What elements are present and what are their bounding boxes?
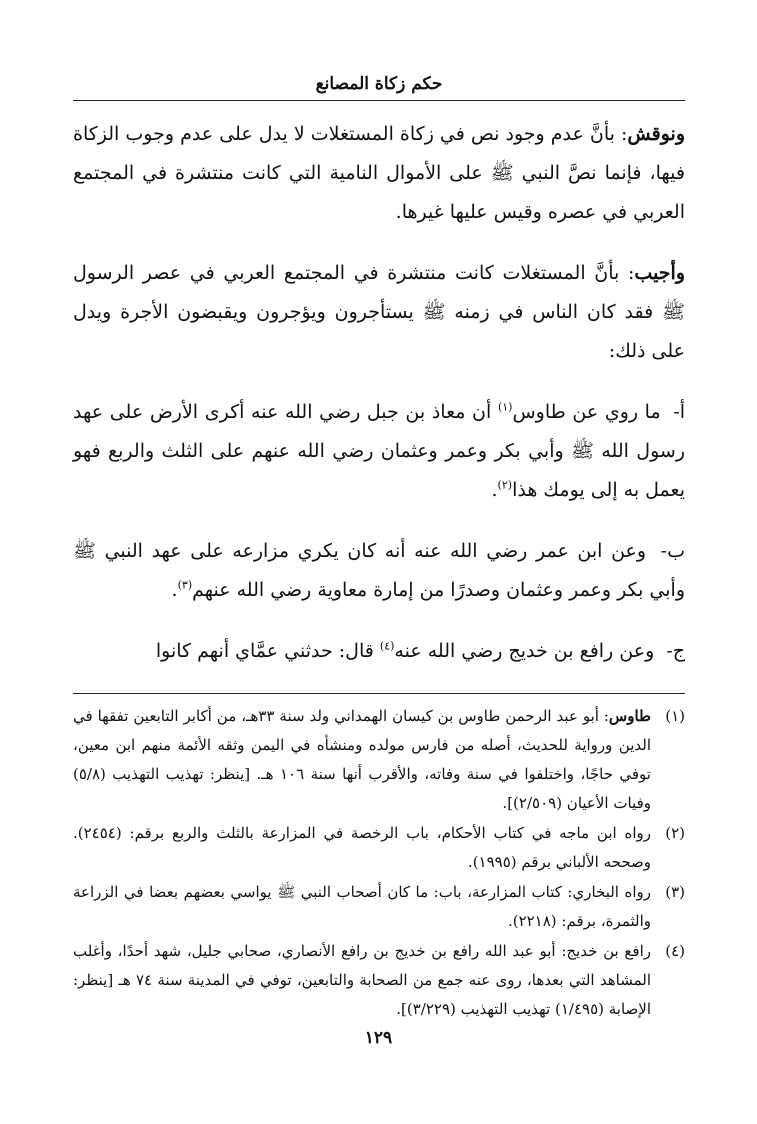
footnotes xyxy=(73,702,685,1024)
list-item-c-text2: قال: حدثني عمَّاي أنهم كانوا xyxy=(155,640,380,662)
list-item-a-text1: ما روي عن طاوس xyxy=(512,401,661,423)
footnote-label: طاوس xyxy=(608,707,651,725)
objection-label: ونوقش xyxy=(627,123,685,145)
list-marker-b: ب- xyxy=(660,540,685,562)
page-number: ١٢٩ xyxy=(364,1028,393,1048)
footnote-body: رواه البخاري: كتاب المزارعة، باب: ما كان أصحاب النبي ﷺ يواسي بعضهم بعضا في الزراعة والثمرة، برقم: (٢٢١٨). xyxy=(73,883,651,930)
list-marker-c: ج- xyxy=(666,640,685,662)
list-item-b xyxy=(73,532,685,610)
list-item-c-text1: وعن رافع بن خديج رضي الله عنه xyxy=(394,640,655,662)
footnote-body: : أبو عبد الرحمن طاوس بن كيسان الهمداني ولد سنة ٣٣هـ، من أكابر التابعين تفقها في الدين ورواية للحديث، أصله من فارس مولده ومنشأه في اليمن وثقه الأئمة منهم ابن معين، توفي حاجًا، واختلفوا في سنة وفاته، والأقرب أنها سنة ١٠٦ هـ. [ينظر: تهذيب التهذيب (٥/٨) وفيات الأعيان (٢/٥٠٩)]. xyxy=(73,707,651,812)
list-marker-a: أ- xyxy=(673,401,686,423)
objection-text: : بأنَّ عدم وجود نص في زكاة المستغلات لا يدل على عدم وجوب الزكاة فيها، فإنما نصَّ النبي ﷺ على الأموال النامية التي كانت منتشرة في المجتمع العربي في عصره وقيس عليها غيرها. xyxy=(73,123,685,223)
page-title: حكم زكاة المصانع xyxy=(315,74,443,94)
list-item-c xyxy=(73,632,685,671)
list-item-b-end: . xyxy=(171,579,178,601)
footnote-body: رافع بن خديج: أبو عبد الله رافع بن خديج بن رافع الأنصاري، صحابي جليل، شهد أحدًا، وأغلب المشاهد التي بعدها، روى عنه جمع من الصحابة والتابعين، توفي في المدينة سنة ٧٤ هـ [ينظر: الإصابة (١/٤٩٥) تهذيب التهذيب (٣/٢٢٩)]. xyxy=(73,942,651,1018)
list-item-a xyxy=(73,393,685,510)
footnote-number: (٤) xyxy=(665,942,685,960)
list-item-a-text2: أن معاذ بن جبل رضي الله عنه أكرى الأرض على عهد رسول الله ﷺ وأبي بكر وعمر وعثمان رضي الله عنهم على الثلث والربع فهو يعمل به إلى يومك هذا xyxy=(73,401,685,501)
running-header xyxy=(73,74,685,101)
footnote-number: (٣) xyxy=(665,883,685,901)
footnote-ref-1[interactable]: (١) xyxy=(497,400,513,414)
footnote-ref-3[interactable]: (٣) xyxy=(177,578,193,592)
list-item-a-end: . xyxy=(491,479,498,501)
footnote-ref-4[interactable]: (٤) xyxy=(379,639,395,653)
page-body xyxy=(73,74,685,1025)
reply-text: : بأنَّ المستغلات كانت منتشرة في المجتمع العربي في عصر الرسول ﷺ فقد كان الناس في زمنه ﷺ يستأجرون ويؤجرون ويقبضون الأجرة ويدل على ذلك: xyxy=(73,262,685,362)
footnote-divider xyxy=(73,693,685,694)
footnote-ref-2[interactable]: (٢) xyxy=(497,478,513,492)
footnote-1 xyxy=(73,702,685,818)
main-text xyxy=(73,115,685,671)
footnote-body: رواه ابن ماجه في كتاب الأحكام، باب الرخصة في المزارعة بالثلث والربع برقم: (٢٤٥٤). وصححه الألباني برقم (١٩٩٥). xyxy=(73,824,651,871)
paragraph-reply xyxy=(73,254,685,371)
footnote-3 xyxy=(73,878,685,936)
footnote-4 xyxy=(73,937,685,1024)
footnote-text xyxy=(73,702,651,818)
paragraph-objection xyxy=(73,115,685,232)
footnote-number: (٢) xyxy=(665,824,685,842)
reply-label: وأجيب xyxy=(634,262,685,284)
footnote-number: (١) xyxy=(665,707,685,725)
footnote-2 xyxy=(73,819,685,877)
list-item-b-text: وعن ابن عمر رضي الله عنه أنه كان يكري مزارعه على عهد النبي ﷺ وأبي بكر وعمر وعثمان وصدرًا من إمارة معاوية رضي الله عنهم xyxy=(73,540,685,601)
